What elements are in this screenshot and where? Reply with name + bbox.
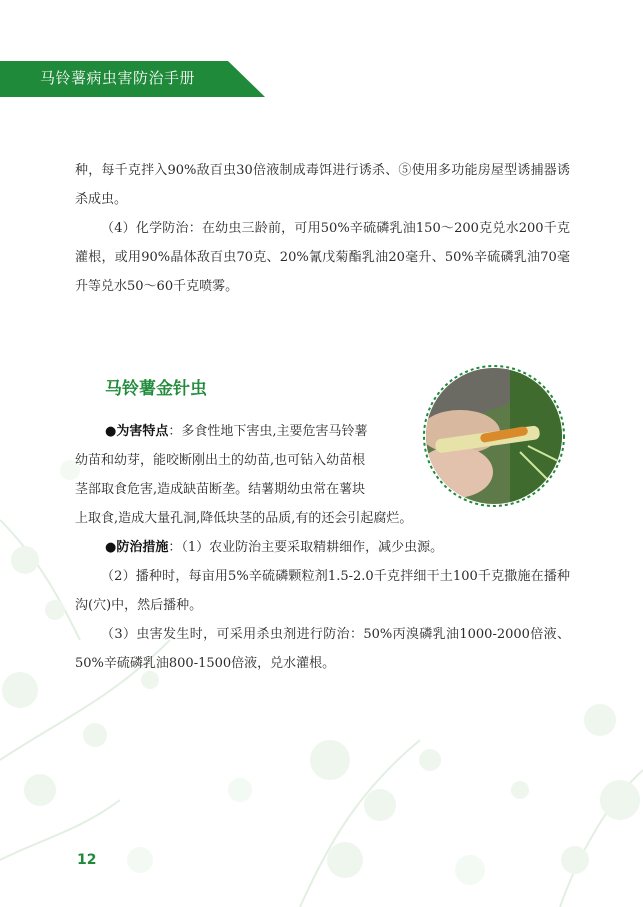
harm-line-1 <box>105 417 415 446</box>
harm-line-4: 上取食,造成大量孔洞,降低块茎的品质,有的还会引起腐烂。 <box>75 511 413 526</box>
section-title: 马铃薯金针虫 <box>105 379 207 399</box>
control-line-1 <box>105 533 570 562</box>
harm-label: ●为害特点 <box>105 424 169 439</box>
control-item-3: （3）虫害发生时，可采用杀虫剂进行防治：50%丙溴磷乳油1000-2000倍液、50%辛硫磷乳油800-1500倍液，兑水灌根。 <box>75 627 570 671</box>
harm-line-2: 幼苗和幼芽，能咬断刚出土的幼苗,也可钻入幼苗根 <box>75 453 366 468</box>
harm-text-1: ：多食性地下害虫,主要危害马铃薯 <box>168 424 368 439</box>
control-text-1: ：（1）农业防治主要采取精耕细作，减少虫源。 <box>168 540 444 555</box>
intro-paragraph-2: （4）化学防治：在幼虫三龄前，可用50%辛硫磷乳油150～200克兑水200千克灌根，或用90%晶体敌百虫70克、20%氰戊菊酯乳油20毫升、50%辛硫磷乳油70毫升等兑水50～60千克喷雾。 <box>75 221 570 294</box>
control-item-2: （2）播种时，每亩用5%辛硫磷颗粒剂1.5-2.0千克拌细干土100千克撒施在播种沟(穴)中，然后播种。 <box>75 569 570 613</box>
intro-paragraph-1: 种，每千克拌入90%敌百虫30倍液制成毒饵进行诱杀、⑤使用多功能房屋型诱捕器诱杀成虫。 <box>75 163 570 207</box>
wireworm-photo-icon <box>420 362 568 510</box>
harm-line-3: 茎部取食危害,造成缺苗断垄。结薯期幼虫常在薯块 <box>75 482 366 497</box>
header-title: 马铃薯病虫害防治手册 <box>40 69 196 87</box>
control-label: ●防治措施 <box>105 540 169 555</box>
page-number: 12 <box>77 852 97 868</box>
